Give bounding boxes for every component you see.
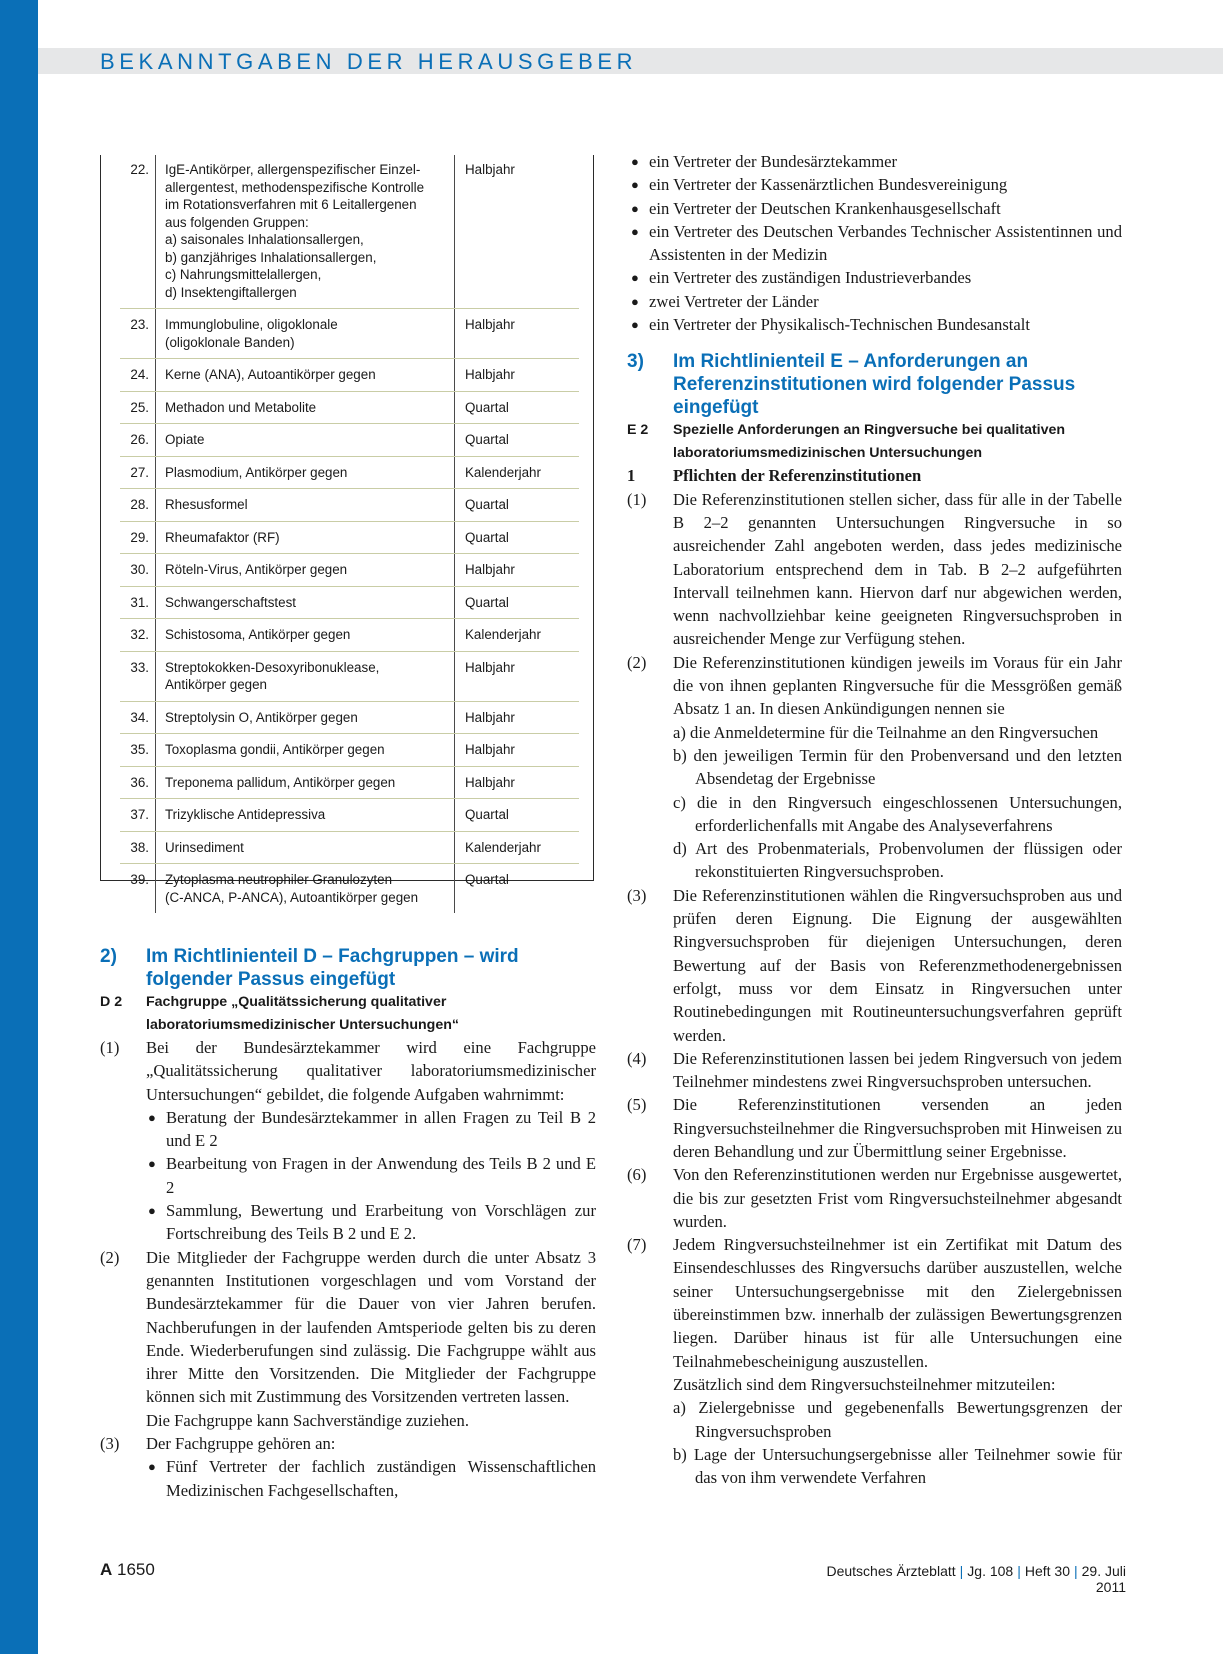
paragraph-text: Die Fachgruppe kann Sachverständige zuziehen. — [146, 1410, 469, 1430]
table-row — [120, 309, 579, 359]
bullet-item: ● Sammlung, Bewertung und Erarbeitung von Vorschlägen zur Fortschreibung des Teils B 2 und E 2. — [146, 1199, 596, 1246]
analyte-name-line: Urinsediment — [165, 839, 244, 855]
section-header-title: BEKANNTGABEN DER HERAUSGEBER — [100, 49, 638, 74]
bullet-item: ● Beratung der Bundesärztekammer in allen Fragen zu Teil B 2 und E 2 — [146, 1106, 596, 1153]
interval: Quartal — [465, 807, 509, 822]
row-number: 39. — [120, 864, 156, 913]
analyte-name — [156, 799, 455, 831]
analyte-name-line: Streptokokken-Desoxyribonuklease, — [165, 659, 380, 675]
list-item: c) die in den Ringversuch eingeschlossenen Untersuchungen, erforderlichenfalls mit Angabe des Analyseverfahrens — [673, 792, 1122, 835]
paragraph-5 — [627, 1093, 1122, 1163]
subsection-title: Spezielle Anforderungen an Ringversuche bei qualitativen laboratoriumsmedizinischen Untersuchungen — [673, 422, 1066, 461]
row-number: 30. — [120, 554, 156, 586]
analyte-name-line: Röteln-Virus, Antikörper gegen — [165, 562, 348, 577]
table-row — [120, 799, 579, 832]
analyte-name-line: b) ganzjähriges Inhalationsallergen, — [165, 249, 377, 265]
bullet-item: ● ein Vertreter des Deutschen Verbandes Technischer Assistentinnen und Assistenten in der Medizin — [627, 220, 1122, 267]
paragraph-number: (3) — [627, 885, 647, 905]
interval: Halbjahr — [465, 562, 515, 577]
member-list — [627, 150, 1122, 336]
paragraph-7 — [627, 1233, 1122, 1489]
analyte-name — [156, 864, 455, 913]
row-number: 29. — [120, 522, 156, 554]
table-row — [120, 767, 579, 800]
interval: Quartal — [465, 497, 509, 512]
journal-volume: Jg. 108 — [967, 1563, 1014, 1579]
interval: Quartal — [465, 432, 509, 447]
bullet-item: ● ein Vertreter der Deutschen Krankenhausgesellschaft — [627, 197, 1122, 220]
list-item: a) die Anmeldetermine für die Teilnahme an den Ringversuchen — [673, 722, 1099, 742]
interval: Halbjahr — [465, 367, 515, 382]
paragraph-number: (3) — [100, 1434, 120, 1454]
interval: Halbjahr — [465, 774, 515, 790]
interval: Halbjahr — [465, 162, 515, 177]
analyte-name-line: (C-ANCA, P-ANCA), Autoantikörper gegen — [165, 889, 419, 905]
subsection-title: Fachgruppe „Qualitätssicherung qualitativer laboratoriumsmedizinischer Untersuchungen“ — [146, 994, 459, 1033]
analyte-name-line: Opiate — [165, 432, 205, 447]
analyte-name — [156, 554, 455, 586]
analyte-name — [156, 734, 455, 766]
analyte-name-line: (oligoklonale Banden) — [165, 334, 295, 350]
paragraph-number: (7) — [627, 1235, 647, 1255]
heading-number: 1 — [627, 466, 636, 486]
analyte-name-line: Toxoplasma gondii, Antikörper gegen — [165, 742, 385, 757]
table-row — [120, 702, 579, 735]
interval: Kalenderjahr — [465, 464, 541, 480]
analyte-name — [156, 767, 455, 799]
paragraph-3 — [627, 884, 1122, 1047]
analyte-name-line: c) Nahrungsmittelallergen, — [165, 267, 322, 282]
analyte-name — [156, 652, 455, 701]
interval: Halbjahr — [465, 659, 515, 675]
paragraph-number: (2) — [627, 652, 647, 672]
interval: Quartal — [465, 399, 509, 415]
row-number: 28. — [120, 489, 156, 521]
left-color-bar — [0, 0, 38, 1654]
paragraph-text: Die Referenzinstitutionen kündigen jeweils im Voraus für ein Jahr die von ihnen geplanten Ringversuche für die Messgrößen gemäß Absatz 1 an. In diesen Ankündigungen nennen sie — [673, 652, 1122, 719]
analyte-name-line: allergentest, methodenspezifische Kontrolle — [165, 179, 425, 195]
interval: Quartal — [465, 529, 509, 545]
analyte-name — [156, 424, 455, 456]
paragraph-text: Der Fachgruppe gehören an: — [146, 1434, 336, 1454]
table-row — [120, 652, 579, 702]
bullet-item: ● ein Vertreter der Physikalisch-Technischen Bundesanstalt — [627, 313, 1122, 336]
interval: Quartal — [465, 594, 509, 610]
paragraph-4 — [627, 1047, 1122, 1094]
analyte-name — [156, 359, 455, 391]
row-number: 26. — [120, 424, 156, 456]
row-number: 38. — [120, 832, 156, 864]
interval: Halbjahr — [465, 742, 515, 757]
row-number: 27. — [120, 457, 156, 489]
analyte-name-line: Treponema pallidum, Antikörper gegen — [165, 774, 396, 790]
analyte-name-line: Immunglobuline, oligoklonale — [165, 317, 338, 332]
section-3-heading — [627, 350, 1122, 419]
interval: Halbjahr — [465, 317, 515, 332]
paragraph-number: (5) — [627, 1095, 647, 1115]
bullet-item: ● ein Vertreter der Kassenärztlichen Bundesvereinigung — [627, 173, 1122, 196]
left-column — [100, 945, 596, 1502]
table-row — [120, 734, 579, 767]
subsection-e2-heading — [627, 419, 1122, 464]
analyte-name — [156, 457, 455, 489]
table-row — [120, 864, 579, 913]
table-row — [120, 554, 579, 587]
subsection-number: E 2 — [627, 422, 649, 439]
analyte-name-line: IgE-Antikörper, allergenspezifischer Einzel- — [165, 162, 421, 177]
row-number: 23. — [120, 309, 156, 358]
analyte-name — [156, 702, 455, 734]
table-row — [120, 424, 579, 457]
section-number: 2) — [100, 946, 117, 967]
bullet-item: ● Fünf Vertreter der fachlich zuständigen Wissenschaftlichen Medizinischen Fachgesellschaften, — [146, 1455, 596, 1502]
analyte-name — [156, 587, 455, 619]
analyte-name-line: im Rotationsverfahren mit 6 Leitallergenen — [165, 197, 417, 212]
journal-citation: Deutsches Ärzteblatt | Jg. 108 | Heft 30 | 29. Juli 2011 — [826, 1563, 1126, 1595]
interval: Kalenderjahr — [465, 627, 541, 642]
paragraph-text: Die Referenzinstitutionen stellen sicher, dass für alle in der Tabelle B 2–2 genannten Untersuchungen Ringversuche in so ausreichender Zahl angeboten werden, dass jedes medizinische Laboratorium entsprechend dem in Tab. B 2–2 aufgeführten Intervall teilnehmen kann. Hiervon darf nur abgewichen werden, wenn nachvollziehbar keine geeigneten Ringversuchsproben in ausreichender Menge zur Verfügung stehen. — [673, 489, 1122, 649]
paragraph-2 — [627, 651, 1122, 884]
table-row — [120, 587, 579, 620]
paragraph-text: Die Mitglieder der Fachgruppe werden durch die unter Absatz 3 genannten Institutionen vorgeschlagen und vom Vorstand der Bundesärztekammer für die Dauer von vier Jahren berufen. Nachberufungen in der laufenden Amtsperiode gelten bis zu deren Ende. Wiederberufungen sind zulässig. Die Fachgruppe wählt aus ihrer Mitte den Vorsitzenden. Die Mitglieder der Fachgruppe können sich mit Zustimmung des Vorsitzenden vertreten lassen. — [146, 1247, 596, 1407]
journal-name: Deutsches Ärzteblatt — [826, 1563, 956, 1579]
bullet-item: ● Bearbeitung von Fragen in der Anwendung des Teils B 2 und E 2 — [146, 1152, 596, 1199]
analyte-name-line: Schistosoma, Antikörper gegen — [165, 627, 351, 642]
analyte-name — [156, 392, 455, 424]
analyte-name — [156, 489, 455, 521]
analyte-name-line: Kerne (ANA), Autoantikörper gegen — [165, 367, 376, 382]
paragraph-text: Die Referenzinstitutionen lassen bei jedem Ringversuch von jedem Teilnehmer mindestens zwei Ringversuchsproben untersuchen. — [673, 1048, 1122, 1092]
paragraph-text: Die Referenzinstitutionen wählen die Ringversuchsproben aus und prüfen deren Eignung. Die Eignung der ausgewählten Ringversuchsproben für diejenigen Untersuchungen, deren Bewertung auf der Basis von Referenzmethodenergebnissen erfolgt, muss vor dem Einsatz in Ringversuchen unter Routinebedingungen mit Routineuntersuchungsverfahren geprüft werden. — [673, 885, 1122, 1045]
paragraph-6 — [627, 1163, 1122, 1233]
row-number: 32. — [120, 619, 156, 651]
section-number: 3) — [627, 351, 644, 373]
list-item: b) den jeweiligen Termin für den Probenversand und den letzten Absendetag der Ergebnisse — [673, 745, 1122, 789]
interval: Halbjahr — [465, 709, 515, 725]
subsection-d2-heading — [100, 991, 596, 1036]
interval: Quartal — [465, 872, 509, 887]
row-number: 33. — [120, 652, 156, 701]
row-number: 31. — [120, 587, 156, 619]
analyte-name-line: Schwangerschaftstest — [165, 594, 296, 610]
row-number: 34. — [120, 702, 156, 734]
section-title: Im Richtlinienteil D – Fachgruppen – wird folgender Passus eingefügt — [146, 946, 519, 990]
list-item: b) Lage der Untersuchungsergebnisse aller Teilnehmer sowie für das von ihm verwendete Verfahren — [673, 1444, 1122, 1488]
row-number: 22. — [120, 155, 156, 308]
analyte-name-line: Zytoplasma neutrophiler Granulozyten — [165, 872, 393, 887]
paragraph-2 — [100, 1246, 596, 1432]
table-row — [120, 359, 579, 392]
analyte-name-line: Trizyklische Antidepressiva — [165, 807, 326, 822]
analyte-name — [156, 522, 455, 554]
section-2-heading — [100, 945, 596, 991]
paragraph-text: Zusätzlich sind dem Ringversuchsteilnehmer mitzuteilen: — [673, 1374, 1056, 1394]
page-prefix: A — [100, 1560, 113, 1579]
paragraph-number: (1) — [100, 1038, 120, 1057]
analyte-name-line: d) Insektengiftallergen — [165, 284, 297, 300]
table-row — [120, 392, 579, 425]
list-item: a) Zielergebnisse und gegebenenfalls Bewertungsgrenzen der Ringversuchsproben — [673, 1398, 1122, 1441]
paragraph-1 — [627, 488, 1122, 651]
analyte-name-line: Antikörper gegen — [165, 677, 267, 692]
bullet-item: ● ein Vertreter des zuständigen Industrieverbandes — [627, 266, 1122, 289]
bullet-item: ● zwei Vertreter der Länder — [627, 290, 1122, 313]
analyte-name-line: Plasmodium, Antikörper gegen — [165, 464, 348, 480]
paragraph-number: (6) — [627, 1165, 647, 1185]
paragraph-text: Jedem Ringversuchsteilnehmer ist ein Zertifikat mit Datum des Einsendeschlusses des Ringversuchs darüber auszustellen, welche seiner Untersuchungsergebnisse mit den Zielergebnissen übereinstimmen bzw. innerhalb der zulässigen Bewertungsgrenzen liegen. Darüber hinaus ist für alle Untersuchungen eine Teilnahmebescheinigung auszustellen. — [673, 1235, 1122, 1371]
table-row — [120, 457, 579, 490]
analyte-table — [120, 155, 579, 913]
row-number: 24. — [120, 359, 156, 391]
paragraph-number: (1) — [627, 489, 647, 509]
paragraph-1 — [100, 1036, 596, 1246]
row-number: 37. — [120, 799, 156, 831]
analyte-name-line: Rhesusformel — [165, 497, 248, 512]
analyte-name-line: Methadon und Metabolite — [165, 399, 317, 415]
section-title: Im Richtlinienteil E – Anforderungen an Referenzinstitutionen wird folgender Passus eingefügt — [673, 351, 1076, 419]
table-row — [120, 155, 579, 309]
table-row — [120, 522, 579, 555]
journal-date: 29. Juli 2011 — [1081, 1563, 1126, 1595]
analyte-name — [156, 832, 455, 864]
heading-title: Pflichten der Referenzinstitutionen — [673, 466, 922, 486]
row-number: 25. — [120, 392, 156, 424]
interval: Kalenderjahr — [465, 839, 541, 855]
analyte-name — [156, 309, 455, 358]
paragraph-number: (4) — [627, 1048, 647, 1068]
analyte-name-line: Streptolysin O, Antikörper gegen — [165, 709, 358, 725]
table-row — [120, 489, 579, 522]
subsection-number: D 2 — [100, 994, 123, 1010]
paragraph-text: Die Referenzinstitutionen versenden an jeden Ringversuchsteilnehmer die Ringversuchsproben mit Hinweisen zu deren Behandlung und zur Übermittlung seiner Ergebnisse. — [673, 1095, 1122, 1161]
right-column — [627, 150, 1122, 1489]
journal-issue: Heft 30 — [1024, 1563, 1070, 1579]
analyte-name-line: a) saisonales Inhalationsallergen, — [165, 232, 364, 247]
bullet-item: ● ein Vertreter der Bundesärztekammer — [627, 150, 1122, 173]
table-row — [120, 832, 579, 865]
duties-heading — [627, 464, 1122, 487]
analyte-name-line: Rheumafaktor (RF) — [165, 529, 280, 545]
page-number — [100, 1560, 155, 1580]
table-row — [120, 619, 579, 652]
paragraph-text: Von den Referenzinstitutionen werden nur Ergebnisse ausgewertet, die bis zur gesetzten Frist vom Ringversuchsteilnehmer abgesandt wurden. — [673, 1165, 1122, 1231]
paragraph-3 — [100, 1432, 596, 1502]
analyte-name — [156, 619, 455, 651]
paragraph-text: Bei der Bundesärztekammer wird eine Fachgruppe „Qualitätssicherung qualitativer laboratoriumsmedizinischer Untersuchungen“ gebildet, die folgende Aufgaben wahrnimmt: — [146, 1038, 596, 1104]
page-number-value: 1650 — [117, 1560, 155, 1579]
analyte-name-line: aus folgenden Gruppen: — [165, 214, 309, 230]
paragraph-number: (2) — [100, 1247, 120, 1267]
analyte-name — [156, 155, 455, 308]
list-item: d) Art des Probenmaterials, Probenvolumen der flüssigen oder rekonstituierten Ringversuchsproben. — [673, 839, 1122, 882]
row-number: 36. — [120, 767, 156, 799]
row-number: 35. — [120, 734, 156, 766]
